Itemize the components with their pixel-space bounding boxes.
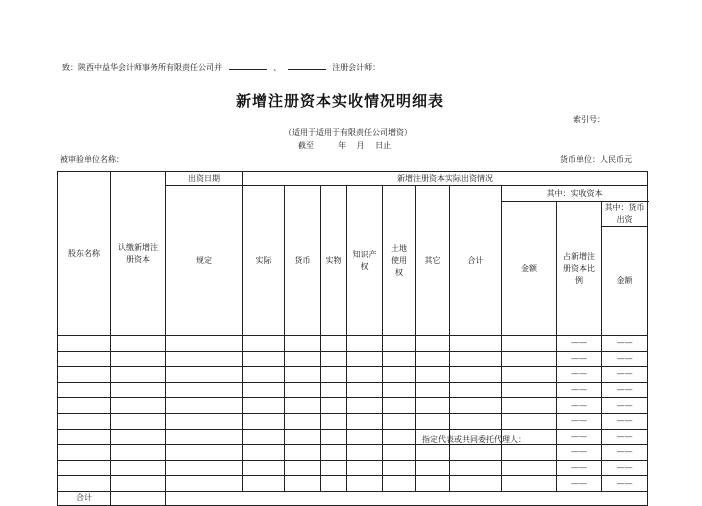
table-cell[interactable] [243,413,285,429]
table-cell[interactable] [450,382,502,398]
header-ratio: 占新增注册资本比例 [557,202,602,336]
table-cell[interactable] [111,382,166,398]
table-cell[interactable] [166,398,243,414]
table-cell[interactable] [347,445,383,461]
table-cell[interactable] [243,398,285,414]
audited-unit-label: 被审验单位名称： [60,155,124,164]
table-cell[interactable] [416,382,450,398]
table-cell[interactable] [383,413,416,429]
table-cell[interactable] [383,398,416,414]
table-cell[interactable] [450,476,502,492]
table-cell[interactable] [450,460,502,476]
header-land-use-right: 土地使用权 [383,186,416,336]
table-cell[interactable] [450,351,502,367]
table-cell[interactable] [166,491,648,505]
table-cell[interactable] [416,398,450,414]
table-cell[interactable] [58,476,111,492]
table-cell[interactable] [166,336,243,352]
table-cell[interactable] [383,351,416,367]
table-cell[interactable] [285,351,321,367]
table-cell[interactable] [416,476,450,492]
table-row [58,445,648,461]
table-cell[interactable] [321,429,347,445]
addressee-suffix: 注册会计师： [332,63,381,72]
table-cell[interactable] [347,476,383,492]
table-cell[interactable] [243,445,285,461]
header-cash: 货币 [285,186,321,336]
table-cell[interactable] [166,445,243,461]
table-cell[interactable] [111,367,166,383]
total-row-label: 合计 [58,491,111,505]
addressee-prefix: 致：陕西中益华会计师事务所有限责任公司并 [62,63,222,72]
table-cell[interactable] [166,460,243,476]
table-cell[interactable] [58,367,111,383]
table-cell[interactable] [502,336,557,352]
dash-cell: —— [557,398,602,414]
dash-cell: —— [602,476,648,492]
header-paid-in-capital: 其中：实收资本 [502,186,648,202]
table-cell[interactable] [321,367,347,383]
table-cell[interactable] [502,476,557,492]
table-cell[interactable] [111,445,166,461]
dash-cell: —— [602,398,648,414]
table-cell[interactable] [321,336,347,352]
dash-cell: —— [602,336,648,352]
table-cell[interactable] [58,460,111,476]
table-cell[interactable] [285,382,321,398]
table-cell[interactable] [416,367,450,383]
table-cell[interactable] [58,429,111,445]
dash-cell: —— [602,429,648,445]
dash-cell: —— [557,367,602,383]
table-cell[interactable] [285,445,321,461]
table-cell[interactable] [58,445,111,461]
table-cell[interactable] [243,476,285,492]
header-date-due: 规定 [166,186,243,336]
table-cell[interactable] [111,398,166,414]
table-cell[interactable] [285,476,321,492]
table-cell[interactable] [111,476,166,492]
table-cell[interactable] [416,460,450,476]
table-cell[interactable] [243,429,285,445]
table-cell[interactable] [450,398,502,414]
header-cash-amount: 金额 [602,227,648,336]
table-cell[interactable] [111,491,166,505]
table-cell[interactable] [285,336,321,352]
detail-table [57,171,648,506]
header-in-kind: 实物 [321,186,347,336]
table-cell[interactable] [450,445,502,461]
table-cell[interactable] [502,398,557,414]
dash-cell: —— [557,429,602,445]
table-cell[interactable] [416,413,450,429]
table-row [58,382,648,398]
table-cell[interactable] [321,382,347,398]
table-cell[interactable] [111,429,166,445]
table-cell[interactable] [166,429,243,445]
table-cell[interactable] [450,413,502,429]
table-cell[interactable] [243,367,285,383]
header-total: 合计 [450,186,502,336]
header-amount: 金额 [502,202,557,336]
table-cell[interactable] [383,382,416,398]
header-contribution-date: 出资日期 [166,172,243,186]
header-subscribed-capital: 认缴新增注册资本 [111,172,166,336]
table-row [58,429,648,445]
table-cell[interactable] [243,336,285,352]
dash-cell: —— [602,445,648,461]
dash-cell: —— [557,336,602,352]
currency-unit-label: 货币单位：人民币元 [560,155,632,164]
table-row [58,413,648,429]
table-cell[interactable] [450,367,502,383]
table-cell[interactable] [58,398,111,414]
table-cell[interactable] [58,351,111,367]
table-cell[interactable] [58,413,111,429]
table-cell[interactable] [347,382,383,398]
table-row [58,476,648,492]
table-cell[interactable] [416,445,450,461]
table-cell[interactable] [416,351,450,367]
table-cell[interactable] [321,445,347,461]
table-cell[interactable] [383,460,416,476]
table-cell[interactable] [347,398,383,414]
table-cell[interactable] [166,413,243,429]
table-cell[interactable] [416,336,450,352]
table-cell[interactable] [243,351,285,367]
table-cell[interactable] [502,382,557,398]
table-cell[interactable] [166,367,243,383]
table-cell[interactable] [383,367,416,383]
page-title: 新增注册资本实收情况明细表 [236,92,445,110]
total-row [58,491,648,505]
table-cell[interactable] [347,351,383,367]
header-shareholder: 股东名称 [58,172,111,336]
table-cell[interactable] [111,336,166,352]
addressee-separator: 、 [273,63,282,72]
table-cell[interactable] [383,429,416,445]
header-cash-contribution: 其中：货币出资 [602,202,648,227]
auditor-name-blank-2[interactable] [288,61,326,70]
table-cell[interactable] [321,413,347,429]
dash-cell: —— [557,476,602,492]
table-cell[interactable] [58,382,111,398]
table-cell[interactable] [111,413,166,429]
table-cell[interactable] [347,367,383,383]
table-cell[interactable] [502,445,557,461]
table-cell[interactable] [285,367,321,383]
table-cell[interactable] [347,413,383,429]
dash-cell: —— [557,382,602,398]
dash-cell: —— [602,382,648,398]
table-cell[interactable] [58,336,111,352]
applicable-note: （适用于适用于有限责任公司增资） [284,128,412,137]
table-cell[interactable] [285,398,321,414]
table-cell[interactable] [502,460,557,476]
table-cell[interactable] [243,460,285,476]
table-cell[interactable] [243,382,285,398]
table-cell[interactable] [502,351,557,367]
index-number-label: 索引号： [573,115,605,124]
table-cell[interactable] [321,476,347,492]
header-other: 其它 [416,186,450,336]
table-cell[interactable] [502,413,557,429]
table-cell[interactable] [111,460,166,476]
table-row [58,351,648,367]
table-cell[interactable] [166,382,243,398]
table-cell[interactable] [347,460,383,476]
table-cell[interactable] [111,351,166,367]
date-line: 截至 年 月 日止 [298,141,392,150]
dash-cell: —— [557,413,602,429]
table-row [58,367,648,383]
table-cell[interactable] [383,476,416,492]
table-cell[interactable] [347,336,383,352]
signature-label: 指定代表或共同委托代理人： [422,435,526,444]
table-cell[interactable] [321,460,347,476]
dash-cell: —— [602,351,648,367]
table-row [58,336,648,352]
table-cell[interactable] [321,351,347,367]
table-cell[interactable] [383,445,416,461]
dash-cell: —— [557,351,602,367]
table-cell[interactable] [450,336,502,352]
table-cell[interactable] [166,476,243,492]
header-actual-contribution: 新增注册资本实际出资情况 [243,172,648,186]
table-cell[interactable] [285,460,321,476]
table-cell[interactable] [502,367,557,383]
dash-cell: —— [557,445,602,461]
addressee-line [62,61,380,73]
dash-cell: —— [602,367,648,383]
table-row [58,398,648,414]
dash-cell: —— [557,460,602,476]
table-row [58,460,648,476]
header-intellectual-property: 知识产权 [347,186,383,336]
table-cell[interactable] [166,351,243,367]
table-cell[interactable] [383,336,416,352]
header-date-actual: 实际 [243,186,285,336]
table-cell[interactable] [347,429,383,445]
table-cell[interactable] [285,413,321,429]
dash-cell: —— [602,460,648,476]
dash-cell: —— [602,413,648,429]
auditor-name-blank-1[interactable] [229,61,267,70]
table-cell[interactable] [321,398,347,414]
table-cell[interactable] [285,429,321,445]
